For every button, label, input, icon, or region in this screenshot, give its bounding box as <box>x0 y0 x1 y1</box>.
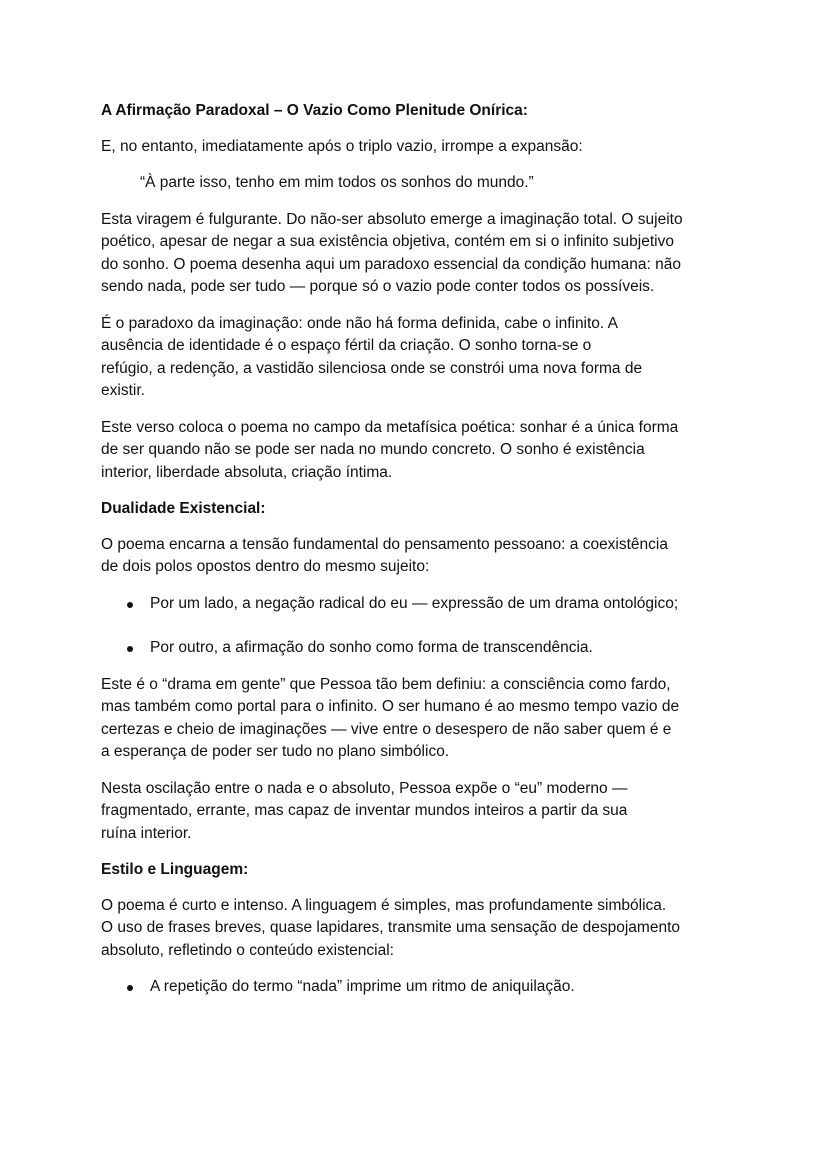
paragraph-metafisica-poetica <box>101 417 741 485</box>
bullet-icon <box>127 985 133 991</box>
text-line: Esta viragem é fulgurante. Do não-ser absoluto emerge a imaginação total. O sujeito <box>101 210 683 228</box>
text-line: fragmentado, errante, mas capaz de inventar mundos inteiros a partir da sua <box>101 802 628 819</box>
text-line: do sonho. O poema desenha aqui um paradoxo essencial da condição humana: não <box>101 255 681 273</box>
text-line: O poema é curto e intenso. A linguagem é simples, mas profundamente simbólica. <box>101 896 667 914</box>
paragraph-tensao-fundamental <box>101 534 741 579</box>
list-item-text: Por um lado, a negação radical do eu — expressão de um drama ontológico; <box>150 594 679 612</box>
text-line: Nesta oscilação entre o nada e o absoluto, Pessoa expõe o “eu” moderno — <box>101 779 628 797</box>
text-line: interior, liberdade absoluta, criação íntima. <box>101 463 393 481</box>
section-heading-dualidade-existencial: Dualidade Existencial: <box>101 500 266 517</box>
intro-paragraph: E, no entanto, imediatamente após o triplo vazio, irrompe a expansão: <box>101 137 583 155</box>
text-line: sendo nada, pode ser tudo — porque só o vazio pode conter todos os possíveis. <box>101 278 655 295</box>
document-page <box>101 100 741 1013</box>
bullet-icon <box>127 646 133 652</box>
bullet-list-dualidade <box>101 593 741 660</box>
text-line: certezas e cheio de imaginações — vive entre o desespero de não saber quem é e <box>101 720 672 738</box>
section-heading-afirmacao-paradoxal: A Afirmação Paradoxal – O Vazio Como Plenitude Onírica: <box>101 102 528 119</box>
text-line: O uso de frases breves, quase lapidares, transmite uma sensação de despojamento <box>101 919 680 936</box>
list-item-text: A repetição do termo “nada” imprime um ritmo de aniquilação. <box>150 978 575 995</box>
text-line: poético, apesar de negar a sua existência objetiva, contém em si o infinito subjetivo <box>101 233 674 250</box>
paragraph-estilo <box>101 895 741 963</box>
paragraph-oscilacao <box>101 778 741 846</box>
text-line: absoluto, refletindo o conteúdo existencial: <box>101 941 394 959</box>
text-line: refúgio, a redenção, a vastidão silenciosa onde se constrói uma nova forma de <box>101 359 643 377</box>
text-line: ausência de identidade é o espaço fértil da criação. O sonho torna-se o <box>101 337 592 354</box>
paragraph-viragem <box>101 209 741 299</box>
paragraph-paradoxo-imaginacao <box>101 313 741 403</box>
paragraph-drama-em-gente <box>101 674 741 764</box>
bullet-list-estilo <box>101 976 741 999</box>
text-line: É o paradoxo da imaginação: onde não há forma definida, cabe o infinito. A <box>101 314 619 332</box>
text-line: a esperança de poder ser tudo no plano simbólico. <box>101 743 450 760</box>
text-line: Este é o “drama em gente” que Pessoa tão bem definiu: a consciência como fardo, <box>101 675 671 693</box>
list-item-text: Por outro, a afirmação do sonho como forma de transcendência. <box>150 639 593 656</box>
list-item <box>101 593 741 616</box>
text-line: ruína interior. <box>101 824 192 842</box>
text-line: mas também como portal para o infinito. O ser humano é ao mesmo tempo vazio de <box>101 698 680 715</box>
text-line: existir. <box>101 382 145 399</box>
text-line: de ser quando não se pode ser nada no mundo concreto. O sonho é existência <box>101 441 645 458</box>
section-heading-estilo-linguagem: Estilo e Linguagem: <box>101 861 249 878</box>
list-item <box>101 976 741 999</box>
text-line: de dois polos opostos dentro do mesmo sujeito: <box>101 558 430 575</box>
text-line: Este verso coloca o poema no campo da metafísica poética: sonhar é a única forma <box>101 418 679 436</box>
list-item <box>101 637 741 660</box>
text-line: O poema encarna a tensão fundamental do pensamento pessoano: a coexistência <box>101 535 668 553</box>
poem-quote: “À parte isso, tenho em mim todos os sonhos do mundo.” <box>140 174 534 191</box>
bullet-icon <box>127 602 133 608</box>
